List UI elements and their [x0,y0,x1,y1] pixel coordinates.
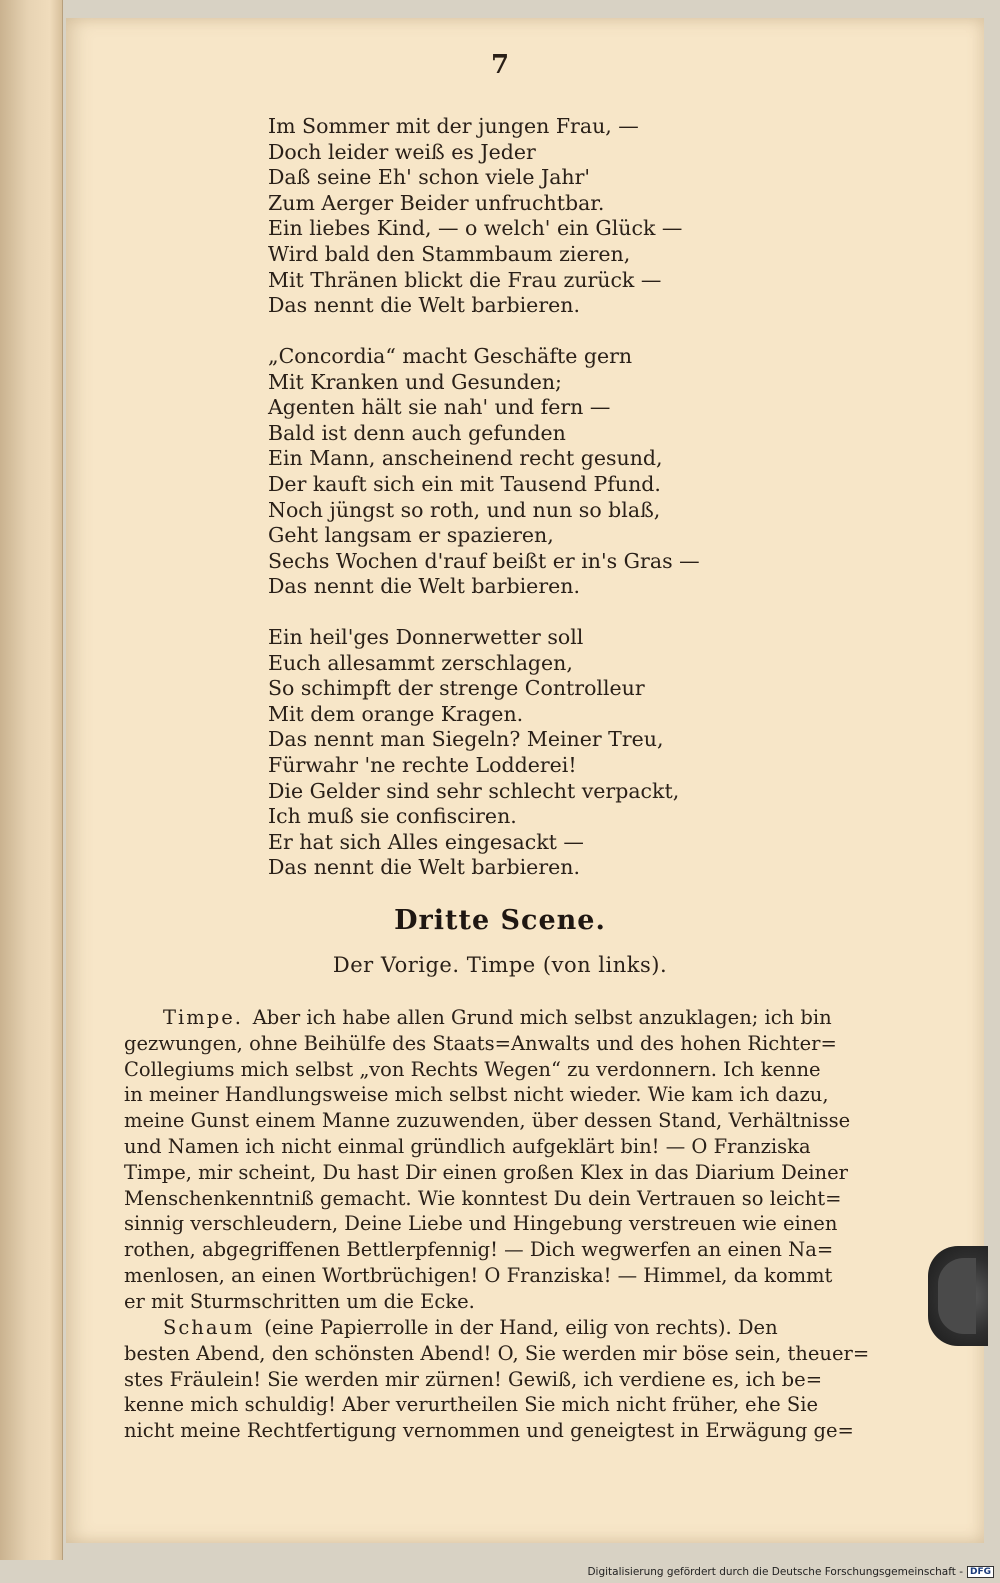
digitization-credit [587,1566,994,1578]
verse-line: Geht langsam er spazieren, [268,523,554,548]
verse-line: Das nennt man Siegeln? Meiner Treu, [268,727,664,752]
prose-line: Schaum (eine Papierrolle in der Hand, eilig von rechts). Den [163,1316,778,1339]
verse-line: Das nennt die Welt barbieren. [268,855,580,880]
verse-line: Mit Thränen blickt die Frau zurück — [268,267,662,292]
prose-line: er mit Sturmschritten um die Ecke. [124,1289,475,1313]
verse-line: Doch leider weiß es Jeder [268,139,536,164]
prose-line: Collegiums mich selbst „von Rechts Wegen“ zu verdonnern. Ich kenne [124,1057,821,1081]
prose-line: menlosen, an einen Wortbrüchigen! O Franziska! — Himmel, da kommt [124,1263,833,1287]
prose-line: meine Gunst einem Manne zuzuwenden, über dessen Stand, Verhältnisse [124,1109,851,1133]
speaker-name: Schaum [163,1316,255,1339]
prose-schaum [124,1315,874,1444]
prose-line: nicht meine Rechtfertigung vernommen und geneigtest in Erwägung ge= [124,1419,854,1443]
scanner-clip [928,1246,988,1346]
verse-line: Sechs Wochen d'rauf beißt er in's Gras — [268,548,700,573]
prose-line: in meiner Handlungsweise mich selbst nicht wieder. Wie kam ich dazu, [124,1083,829,1107]
verse-line: Ein liebes Kind, — o welch' ein Glück — [268,216,683,241]
verse-line: Euch allesammt zerschlagen, [268,650,573,675]
verse-line: Agenten hält sie nah' und fern — [268,395,611,420]
speaker-name: Timpe. [163,1006,243,1029]
verse-line: Im Sommer mit der jungen Frau, — [268,114,639,138]
prose-line: stes Fräulein! Sie werden mir zürnen! Gewiß, ich verdiene es, ich be= [124,1367,823,1391]
prose-line: Timpe. Aber ich habe allen Grund mich selbst anzuklagen; ich bin [163,1006,832,1029]
verse-line: Das nennt die Welt barbieren. [268,293,580,318]
verse-line: Mit dem orange Kragen. [268,701,524,726]
prose-line: gezwungen, ohne Beihülfe des Staats=Anwalts und des hohen Richter= [124,1031,837,1055]
verse-line: Ein Mann, anscheinend recht gesund, [268,446,663,471]
credit-text: Digitalisierung gefördert durch die Deutsche Forschungsgemeinschaft - [587,1566,963,1578]
verse-line: Mit Kranken und Gesunden; [268,369,562,394]
verse-line: Bald ist denn auch gefunden [268,420,566,445]
page-number: 7 [490,50,510,80]
prose-timpe [124,1005,874,1315]
verse-line: Daß seine Eh' schon viele Jahr' [268,165,591,190]
dfg-logo: DFG [967,1566,994,1578]
verse-line: Er hat sich Alles eingesackt — [268,829,584,854]
verse-line: Zum Aerger Beider unfruchtbar. [268,190,605,215]
verse-line: Wird bald den Stammbaum zieren, [268,241,631,266]
scene-title: Dritte Scene. [394,905,606,936]
verse-line: Noch jüngst so roth, und nun so blaß, [268,497,661,522]
prose-line: Timpe, mir scheint, Du hast Dir einen großen Klex in das Diarium Deiner [124,1160,848,1184]
verse-line: Ich muß sie confisciren. [268,804,517,829]
verse-line: Ein heil'ges Donnerwetter soll [268,625,584,649]
verse-line: Fürwahr 'ne rechte Lodderei! [268,752,577,777]
verse-line: „Concordia“ macht Geschäfte gern [268,344,633,368]
verse-line: Die Gelder sind sehr schlecht verpackt, [268,778,680,803]
prose-line: kenne mich schuldig! Aber verurtheilen Sie mich nicht früher, ehe Sie [124,1393,819,1417]
previous-page-edge [0,0,63,1560]
verse-line: So schimpft der strenge Controlleur [268,676,645,701]
prose-line: rothen, abgegriffenen Bettlerpfennig! — Dich wegwerfen an einen Na= [124,1238,834,1262]
prose-line: besten Abend, den schönsten Abend! O, Sie werden mir böse sein, theuer= [124,1341,870,1365]
prose-line: sinnig verschleudern, Deine Liebe und Hingebung verstreuen wie einen [124,1212,838,1236]
prose-line: und Namen ich nicht einmal gründlich aufgeklärt bin! — O Franziska [124,1134,811,1158]
verse-stanza-2 [268,344,868,600]
verse-line: Das nennt die Welt barbieren. [268,574,580,599]
verse-stanza-1 [268,114,868,319]
scene-stage-direction: Der Vorige. Timpe (von links). [332,953,668,977]
prose-line: Menschenkenntniß gemacht. Wie konntest Du dein Vertrauen so leicht= [124,1186,842,1210]
verse-stanza-3 [268,625,868,881]
verse-line: Der kauft sich ein mit Tausend Pfund. [268,471,661,496]
